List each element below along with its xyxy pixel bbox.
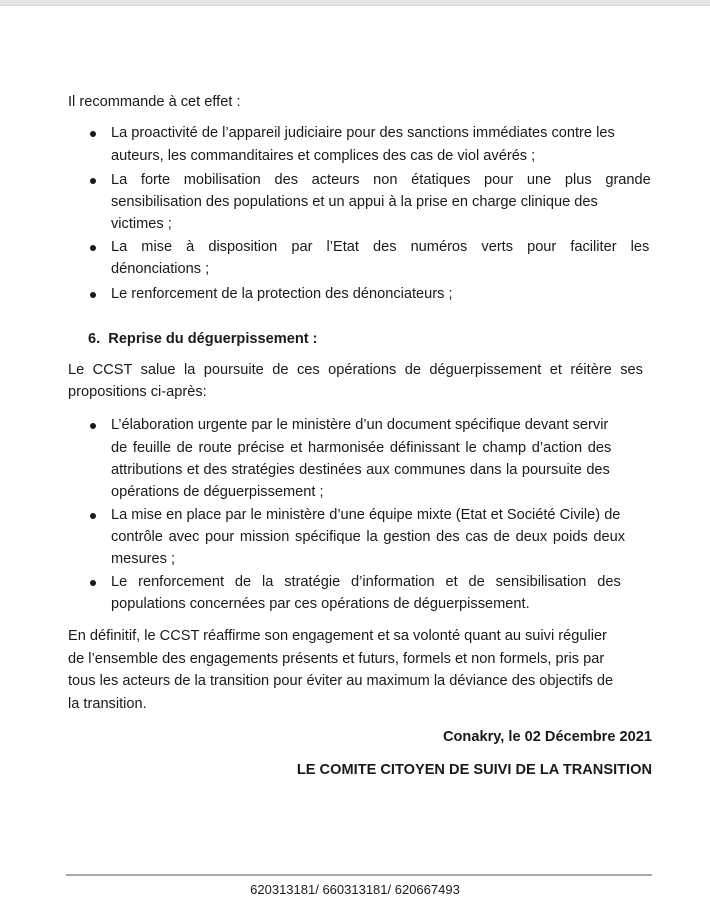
proposal-1-line-4: opérations de déguerpissement ;: [111, 484, 324, 500]
bullet-icon: [88, 415, 98, 435]
recommendation-3-line-1: La mise à disposition par l’Etat des numéros verts pour faciliter les: [111, 239, 650, 255]
recommendation-1-line-2: auteurs, les commanditaires et complices des cas de viol avérés ;: [111, 148, 536, 164]
recommendation-4-line-1: Le renforcement de la protection des dénonciateurs ;: [111, 286, 453, 302]
proposal-3-line-2: populations concernées par ces opérations de déguerpissement.: [111, 596, 530, 612]
proposal-1-line-3: attributions et des stratégies destinées aux communes dans la poursuite des: [111, 462, 610, 478]
section-6-paragraph-line-2: propositions ci-après:: [68, 384, 207, 400]
section-6-title: Reprise du déguerpissement :: [108, 331, 318, 347]
proposal-2-line-1: La mise en place par le ministère d’une équipe mixte (Etat et Société Civile) de: [111, 507, 621, 523]
proposal-2-line-2: contrôle avec pour mission spécifique la gestion des cas de deux poids deux: [111, 529, 626, 545]
bullet-icon: [88, 572, 98, 592]
conclusion-line-2: de l’ensemble des engagements présents et futurs, formels et non formels, pris par: [68, 651, 605, 667]
bullet-icon: [88, 505, 98, 525]
proposal-2-line-3: mesures ;: [111, 551, 176, 567]
recommendation-2-line-2: sensibilisation des populations et un appui à la prise en charge clinique des: [111, 194, 598, 210]
proposal-1-line-1: L’élaboration urgente par le ministère d’un document spécifique devant servir: [111, 417, 609, 433]
bullet-icon: [88, 170, 98, 190]
section-6-paragraph-line-1: Le CCST salue la poursuite de ces opérations de déguerpissement et réitère ses: [68, 362, 643, 378]
intro-text: Il recommande à cet effet :: [68, 94, 241, 110]
section-6-number: 6.: [88, 331, 101, 347]
recommendation-2-line-3: victimes ;: [111, 216, 172, 232]
signatory: LE COMITE CITOYEN DE SUIVI DE LA TRANSITION: [296, 762, 652, 778]
recommendation-2-line-1: La forte mobilisation des acteurs non étatiques pour une plus grande: [111, 172, 651, 188]
proposal-1-line-2: de feuille de route précise et harmonisée définissant le champ d’action des: [111, 440, 612, 456]
viewer-top-bar: [0, 0, 710, 6]
recommendation-1-line-1: La proactivité de l’appareil judiciaire pour des sanctions immédiates contre les: [111, 125, 615, 141]
conclusion-line-1: En définitif, le CCST réaffirme son engagement et sa volonté quant au suivi régulier: [68, 628, 607, 644]
conclusion-line-3: tous les acteurs de la transition pour éviter au maximum la déviance des objectifs de: [68, 673, 614, 689]
place-date: Conakry, le 02 Décembre 2021: [442, 729, 652, 745]
proposal-3-line-1: Le renforcement de la stratégie d’information et de sensibilisation des: [111, 574, 621, 590]
bullet-icon: [88, 284, 98, 304]
section-6-heading: [88, 329, 318, 349]
bullet-icon: [88, 237, 98, 257]
recommendation-3-line-2: dénonciations ;: [111, 261, 210, 277]
footer-divider: [66, 874, 652, 876]
bullet-icon: [88, 123, 98, 143]
conclusion-line-4: la transition.: [68, 696, 147, 712]
footer-phone-numbers: 620313181/ 660313181/ 620667493: [250, 882, 460, 897]
